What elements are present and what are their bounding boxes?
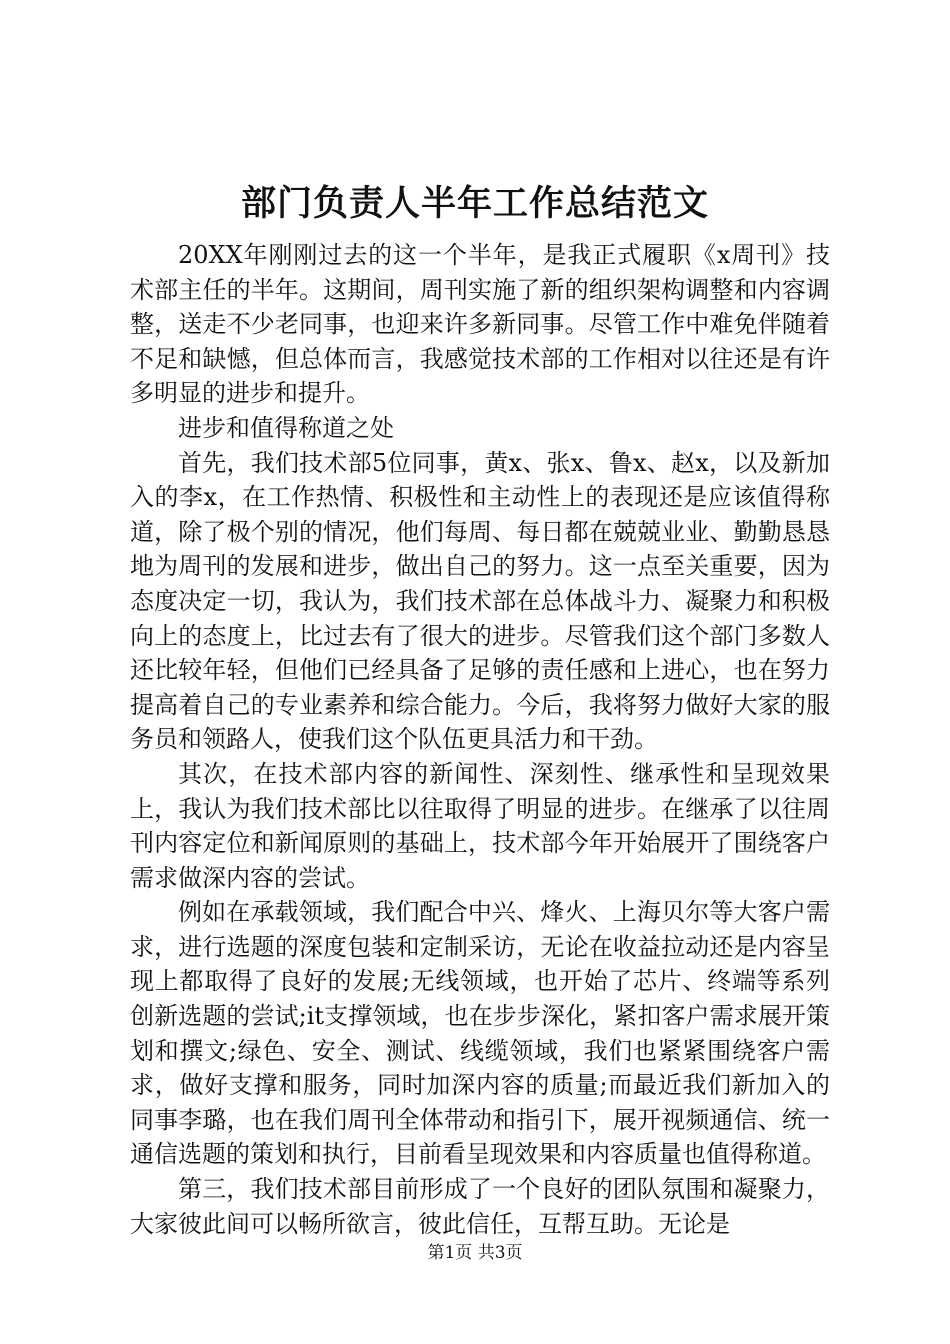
page-footer: 第1页 共3页 — [427, 1243, 523, 1263]
document-title: 部门负责人半年工作总结范文 — [240, 183, 709, 224]
paragraph-third-point: 第三，我们技术部目前形成了一个良好的团队氛围和凝聚力，大家彼此间可以畅所欲言，彼此信任，互帮互助。无论是 — [130, 1175, 830, 1238]
paragraph-intro: 20XX年刚刚过去的这一个半年，是我正式履职《x周刊》技术部主任的半年。这期间，周刊实施了新的组织架构调整和内容调整，送走不少老同事，也迎来许多新同事。尽管工作中难免伴随着不足和缺憾，但总体而言，我感觉技术部的工作相对以往还是有许多明显的进步和提升。 — [130, 241, 830, 408]
document-body — [130, 238, 830, 1241]
paragraph-second-point: 其次，在技术部内容的新闻性、深刻性、继承性和呈现效果上，我认为我们技术部比以往取得了明显的进步。在继承了以往周刊内容定位和新闻原则的基础上，技术部今年开始展开了围绕客户需求做深内容的尝试。 — [130, 759, 830, 892]
paragraph-example: 例如在承载领域，我们配合中兴、烽火、上海贝尔等大客户需求，进行选题的深度包装和定制采访，无论在收益拉动还是内容呈现上都取得了良好的发展;无线领域，也开始了芯片、终端等系列创新选题的尝试;it支撑领域，也在步步深化，紧扣客户需求展开策划和撰文;绿色、安全、测试、线缆领域，我们也紧紧围绕客户需求，做好支撑和服务，同时加深内容的质量;而最近我们新加入的同事李璐，也在我们周刊全体带动和指引下，展开视频通信、统一通信选题的策划和执行，目前看呈现效果和内容质量也值得称道。 — [130, 898, 830, 1169]
section-heading: 进步和值得称道之处 — [178, 413, 394, 442]
paragraph-first-point: 首先，我们技术部5位同事，黄x、张x、鲁x、赵x，以及新加入的李x，在工作热情、积极性和主动性上的表现还是应该值得称道，除了极个别的情况，他们每周、每日都在兢兢业业、勤勤恳恳地为周刊的发展和进步，做出自己的努力。这一点至关重要，因为态度决定一切，我认为，我们技术部在总体战斗力、凝聚力和积极向上的态度上，比过去有了很大的进步。尽管我们这个部门多数人还比较年轻，但他们已经具备了足够的责任感和上进心，也在努力提高着自己的专业素养和综合能力。今后，我将努力做好大家的服务员和领路人，使我们这个队伍更具活力和干劲。 — [130, 448, 830, 754]
